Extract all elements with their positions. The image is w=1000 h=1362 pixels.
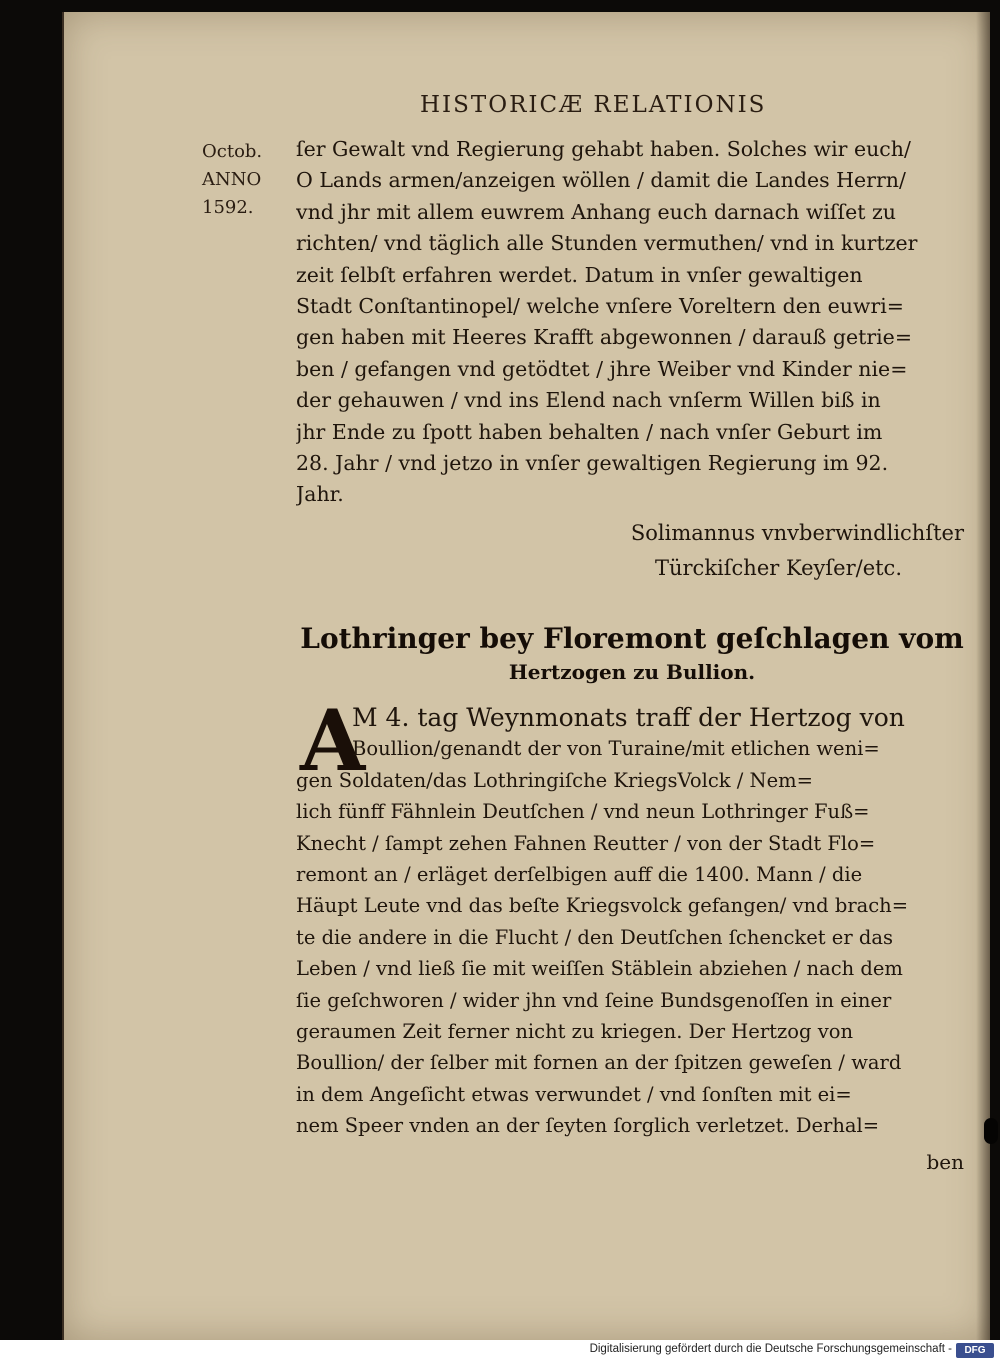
text-line: gen Soldaten/das Lothringiſche KriegsVolck / Nem=: [296, 768, 813, 792]
text-line: Stadt Conſtantinopel/ welche vnſere Voreltern den euwri=: [296, 293, 904, 318]
catchword: ben: [926, 1150, 964, 1174]
text-line: zeit ſelbſt erfahren werdet. Datum in vnſer gewaltigen: [296, 262, 863, 287]
text-line: gen haben mit Heeres Krafft abgewonnen / darauß getrie=: [296, 325, 912, 350]
text-line: lich fünff Fähnlein Deutſchen / vnd neun Lothringer Fuß=: [296, 800, 870, 824]
binding-hole: [984, 1118, 998, 1144]
text-line: ben / gefangen vnd getödtet / jhre Weiber vnd Kinder nie=: [296, 356, 908, 381]
section-text: [296, 691, 964, 1141]
text-line: Boullion/genandt der von Turaine/mit etlichen weni=: [352, 737, 880, 761]
marginal-note: [202, 138, 292, 222]
text-line: Häupt Leute vnd das beſte Kriegsvolck gefangen/ vnd brach=: [296, 894, 909, 918]
text-line: richten/ vnd täglich alle Stunden vermuthen/ vnd in kurtzer: [296, 231, 918, 256]
text-line: O Lands armen/anzeigen wöllen / damit die Landes Herrn/: [296, 168, 906, 193]
footer-credit: Digitalisierung gefördert durch die Deutsche Forschungsgemeinschaft -: [589, 1343, 952, 1355]
letter-text: [296, 134, 964, 511]
text-line: te die andere in die Flucht / den Deutſchen ſchencket er das: [296, 925, 893, 949]
dfg-logo-icon[interactable]: DFG: [956, 1343, 994, 1358]
text-line: vnd jhr mit allem euwrem Anhang euch darnach wiſſet zu: [296, 199, 896, 224]
text-line: in dem Angeſicht etwas verwundet / vnd ſonſten mit ei=: [296, 1082, 852, 1106]
marginal-month: Octob.: [202, 141, 263, 162]
text-line: nem Speer vnden an der ſeyten ſorglich verletzet. Derhal=: [296, 1114, 880, 1138]
text-line: ſie geſchworen / wider jhn vnd ſeine Bundsgenoſſen in einer: [296, 988, 892, 1012]
running-head: HISTORICÆ RELATIONIS: [420, 92, 767, 118]
text-line: Leben / vnd ließ ſie mit weiſſen Stäblein abziehen / nach dem: [296, 957, 903, 981]
text-line: jhr Ende zu ſpott haben behalten / nach vnſer Geburt im: [296, 419, 883, 444]
drop-cap-initial: A: [300, 691, 366, 790]
marginal-anno: ANNO: [202, 169, 262, 190]
text-line: Jahr.: [296, 482, 344, 507]
section-heading: Lothringer bey Floremont geſchlagen vom: [300, 622, 964, 655]
text-line: remont an / erläget derſelbigen auff die 1400. Mann / die: [296, 862, 863, 886]
signature-line-1: Solimannus vnvberwindlichſter: [630, 521, 964, 545]
text-line: 28. Jahr / vnd jetzo in vnſer gewaltigen Regierung im 92.: [296, 450, 889, 475]
text-line: Knecht / ſampt zehen Fahnen Reutter / von der Stadt Flo=: [296, 831, 876, 855]
text-line: Boullion/ der ſelber mit fornen an der ſpitzen geweſen / ward: [296, 1051, 902, 1075]
text-line: der gehauwen / vnd ins Elend nach vnſerm Willen biß in: [296, 388, 881, 413]
section-subheading: Hertzogen zu Bullion.: [508, 660, 756, 684]
text-line: ſer Gewalt vnd Regierung gehabt haben. Solches wir euch/: [296, 137, 911, 161]
text-line: M 4. tag Weynmonats traff der Hertzog von: [352, 703, 905, 732]
marginal-year: 1592.: [202, 197, 254, 218]
text-line: geraumen Zeit ferner nicht zu kriegen. Der Hertzog von: [296, 1019, 854, 1043]
signature-line-2: Türckiſcher Keyſer/etc.: [654, 556, 902, 580]
